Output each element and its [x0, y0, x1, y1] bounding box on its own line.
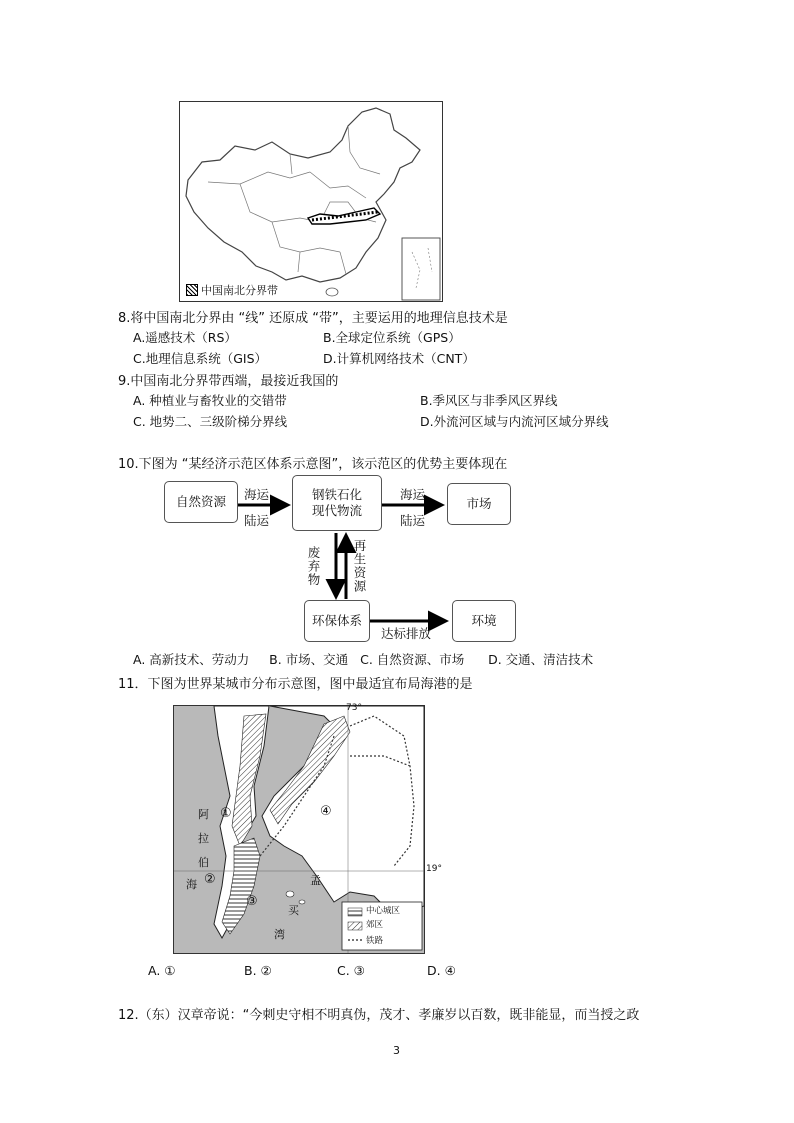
- q9-option-d: D.外流河区域与内流河区域分界线: [420, 414, 609, 429]
- bay-label-1: 孟: [310, 874, 321, 887]
- point-1: ①: [220, 806, 232, 821]
- legend-center-city: 中心城区: [366, 906, 401, 916]
- china-map-outline: [180, 102, 442, 301]
- point-3: ③: [246, 894, 258, 909]
- box-market-label: 市场: [466, 496, 492, 511]
- question-10-stem: 10.下图为 “某经济示范区体系示意图”，该示范区的优势主要体现在: [118, 457, 508, 472]
- page-number: 3: [393, 1044, 400, 1057]
- sea-label-2: 拉: [198, 832, 209, 845]
- bay-label-3: 湾: [274, 928, 285, 941]
- map-legend: [186, 282, 278, 298]
- q11-option-a: A. ①: [148, 963, 176, 978]
- q11-option-c: C. ③: [337, 963, 365, 978]
- label-sea-transport-2: 海运: [400, 487, 426, 502]
- question-8-stem: 8.将中国南北分界由 “线” 还原成 “带”，主要运用的地理信息技术是: [118, 311, 508, 326]
- sea-label-4: 海: [186, 878, 197, 891]
- q8-option-a: A.遥感技术（RS）: [133, 330, 237, 345]
- label-waste: 废弃物: [306, 546, 321, 587]
- q11-option-d: D. ④: [427, 963, 456, 978]
- longitude-label: 73°: [346, 703, 362, 713]
- steel-label-line2: 现代物流: [311, 503, 362, 518]
- box-market: [447, 483, 511, 525]
- city-map-figure: [173, 703, 442, 954]
- label-land-transport-1: 陆运: [244, 513, 270, 528]
- steel-label-line1: 钢铁石化: [311, 487, 362, 502]
- label-standard-discharge: 达标排放: [381, 626, 432, 641]
- q9-option-c: C. 地势二、三级阶梯分界线: [133, 414, 288, 429]
- sea-label-1: 阿: [198, 808, 209, 821]
- q9-option-b: B.季风区与非季风区界线: [420, 393, 558, 408]
- box-natural-resources: [164, 481, 238, 523]
- question-11-stem: 11．下图为世界某城市分布示意图，图中最适宜布局海港的是: [118, 677, 473, 692]
- q10-options: A. 高新技术、劳动力 B. 市场、交通 C. 自然资源、市场 D. 交通、清洁技术: [133, 652, 594, 667]
- box-environment: [452, 600, 516, 642]
- box-steel-petrochem: [292, 475, 382, 531]
- point-4: ④: [320, 804, 332, 819]
- point-2: ②: [204, 872, 216, 887]
- latitude-label: 19°: [426, 864, 442, 874]
- sea-label-3: 伯: [198, 856, 209, 869]
- label-recycled-resources: 再生资源: [352, 539, 367, 593]
- q9-option-a: A. 种植业与畜牧业的交错带: [133, 393, 287, 408]
- box-environmental-system: [304, 600, 370, 642]
- legend-railway: 铁路: [366, 936, 384, 946]
- q8-option-c: C.地理信息系统（GIS）: [133, 351, 268, 366]
- question-9-stem: 9.中国南北分界带西端，最接近我国的: [118, 374, 339, 389]
- label-land-transport-2: 陆运: [400, 513, 426, 528]
- q11-option-b: B. ②: [244, 963, 272, 978]
- box-env-system-label: 环保体系: [311, 613, 362, 628]
- q8-option-b: B.全球定位系统（GPS）: [323, 330, 461, 345]
- china-map-figure: [179, 101, 443, 302]
- legend-suburb: 郊区: [366, 920, 384, 930]
- hatch-swatch-icon: [186, 284, 198, 296]
- box-natural-resources-label: 自然资源: [175, 494, 226, 509]
- bay-label-2: 买: [288, 904, 299, 917]
- question-12-stem: 12.（东）汉章帝说：“今刺史守相不明真伪，茂才、孝廉岁以百数，既非能显，而当授之政: [118, 1008, 640, 1023]
- label-sea-transport-1: 海运: [244, 487, 270, 502]
- legend-label: 中国南北分界带: [201, 284, 278, 297]
- q8-option-d: D.计算机网络技术（CNT）: [323, 351, 475, 366]
- box-environment-label: 环境: [471, 613, 497, 628]
